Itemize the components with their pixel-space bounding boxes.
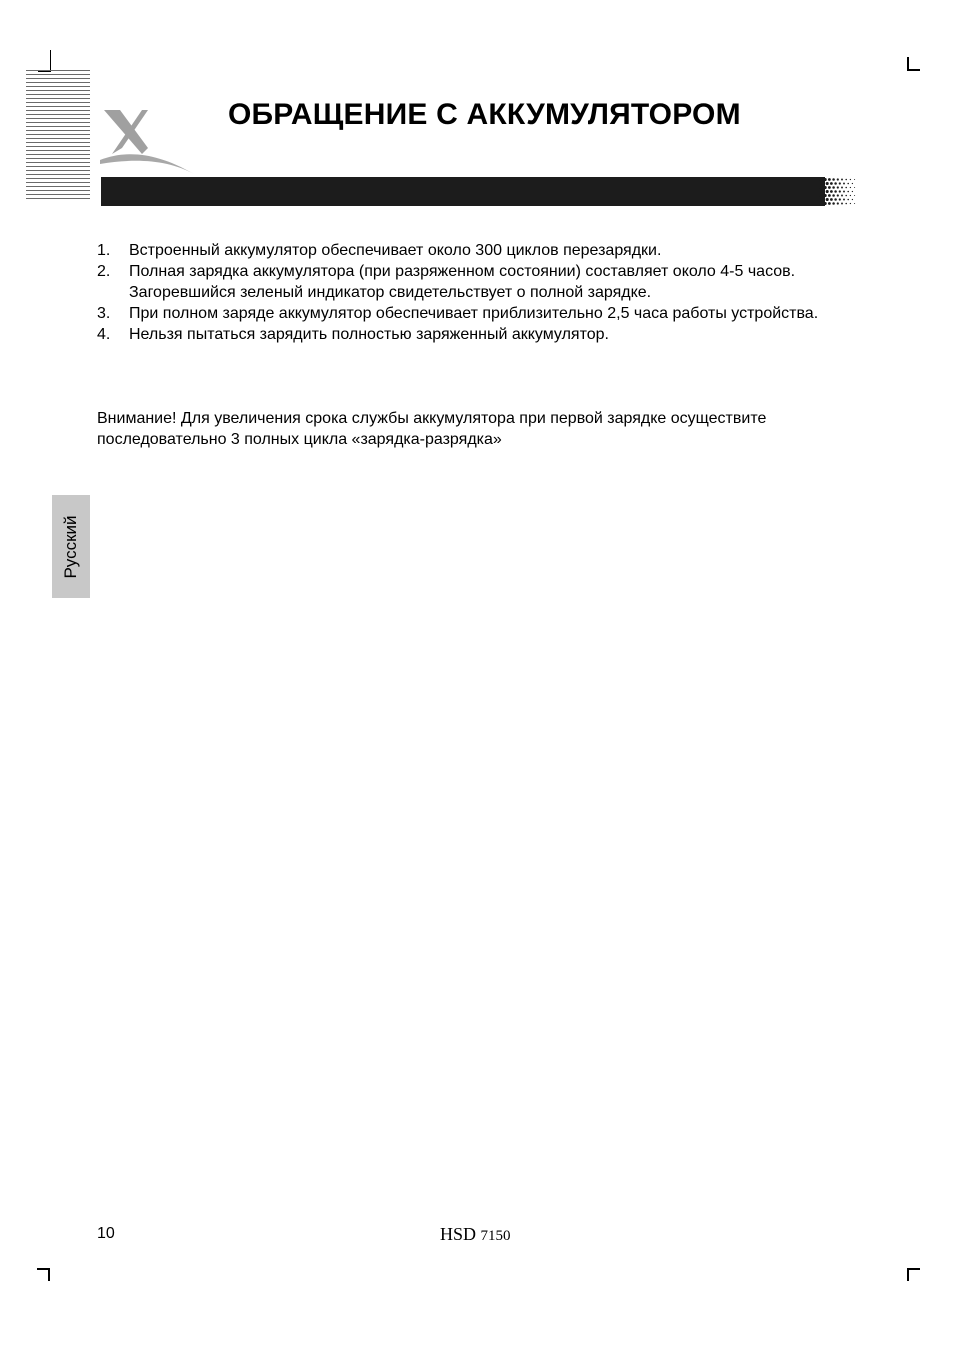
bar-dot: [832, 178, 835, 181]
list-item-number: 3.: [97, 305, 111, 322]
decorative-stripes: [26, 70, 90, 200]
bar-dot: [847, 191, 849, 193]
bar-dot: [841, 187, 843, 189]
bar-dot: [837, 186, 839, 188]
bar-dot: [828, 194, 831, 197]
bar-dot: [832, 194, 835, 197]
list-item: [97, 240, 857, 261]
bar-dot: [824, 194, 827, 197]
bar-dot: [826, 190, 829, 193]
bar-dot: [843, 199, 845, 201]
model-name: [440, 1224, 511, 1245]
bar-dot: [837, 194, 839, 196]
attention-note: Внимание! Для увеличения срока службы аккумулятора при первой зарядке осуществите последовательно 3 полных цикла «зарядка-разрядка»: [97, 410, 767, 448]
bar-dot: [819, 202, 822, 205]
bar-dot: [847, 199, 849, 201]
header-bar-dot-fade: [818, 177, 858, 206]
battery-instructions-list: [97, 240, 857, 345]
bar-dot: [837, 178, 839, 180]
bar-dot: [824, 178, 827, 181]
brand-x-logo-icon: [96, 104, 200, 180]
crop-mark-top-left-vertical: [50, 50, 51, 72]
bar-dot: [834, 198, 837, 201]
list-item-number: 4.: [97, 326, 111, 343]
bar-dot: [854, 195, 855, 196]
bar-dot: [824, 202, 827, 205]
bar-dot: [845, 179, 847, 181]
bar-dot: [841, 195, 843, 197]
bar-dot: [854, 179, 855, 180]
bar-dot: [850, 179, 851, 180]
bar-dot: [834, 182, 837, 185]
page-title: ОБРАЩЕНИЕ С АККУМУЛЯТОРОМ: [228, 98, 741, 131]
bar-dot: [843, 191, 845, 193]
bar-dot: [847, 183, 849, 185]
list-item-text: Нельзя пытаться зарядить полностью заряженный аккумулятор.: [129, 326, 609, 343]
bar-dot: [824, 186, 827, 189]
bar-dot: [843, 183, 845, 185]
bar-dot: [852, 183, 853, 184]
bar-dot: [819, 178, 822, 181]
language-side-tab-label: Русский: [61, 515, 80, 579]
bar-dot: [841, 203, 843, 205]
list-item-text: При полном заряде аккумулятор обеспечивает приблизительно 2,5 часа работы устройства.: [129, 305, 819, 322]
bar-dot: [839, 190, 841, 192]
bar-dot: [850, 195, 851, 196]
page-number: 10: [97, 1225, 115, 1242]
bar-dot: [832, 202, 835, 205]
list-item-number: 1.: [97, 242, 111, 259]
list-item-text: Встроенный аккумулятор обеспечивает около 300 циклов перезарядки.: [129, 242, 662, 259]
bar-dot: [852, 191, 853, 192]
model-number: 7150: [480, 1228, 511, 1244]
crop-mark-bottom-right-horizontal: [907, 1268, 920, 1270]
bar-dot: [826, 198, 829, 201]
list-item: [97, 324, 857, 345]
bar-dot: [826, 182, 829, 185]
bar-dot: [837, 202, 839, 204]
list-item-number: 2.: [97, 263, 111, 280]
language-side-tab: [52, 495, 90, 598]
crop-mark-top-right-horizontal: [907, 69, 920, 71]
bar-dot: [828, 186, 831, 189]
list-item: [97, 303, 857, 324]
bar-dot: [845, 195, 847, 197]
bar-dot: [845, 203, 847, 205]
list-item-text: Полная зарядка аккумулятора (при разряженном состоянии) составляет около 4-5 часов. Загоревшийся зеленый индикатор свидетельствует о полной зарядке.: [129, 263, 796, 301]
bar-dot: [850, 203, 851, 204]
bar-dot: [852, 199, 853, 200]
bar-dot: [850, 187, 851, 188]
bar-dot: [854, 187, 855, 188]
bar-dot: [821, 198, 824, 201]
bar-dot: [821, 182, 824, 185]
bar-dot: [828, 202, 831, 205]
bar-dot: [854, 203, 855, 204]
crop-mark-bottom-left-horizontal: [37, 1268, 50, 1270]
bar-dot: [819, 194, 822, 197]
model-prefix: HSD: [440, 1224, 477, 1244]
bar-dot: [821, 190, 824, 193]
bar-dot: [828, 178, 831, 181]
header-bar: [101, 177, 825, 206]
bar-dot: [845, 187, 847, 189]
bar-dot: [830, 190, 833, 193]
bar-dot: [839, 198, 841, 200]
bar-dot: [832, 186, 835, 189]
bar-dot: [819, 186, 822, 189]
bar-dot: [830, 182, 833, 185]
bar-dot: [830, 198, 833, 201]
bar-dot: [841, 179, 843, 181]
bar-dot: [839, 182, 841, 184]
bar-dot: [834, 190, 837, 193]
list-item: [97, 261, 857, 303]
